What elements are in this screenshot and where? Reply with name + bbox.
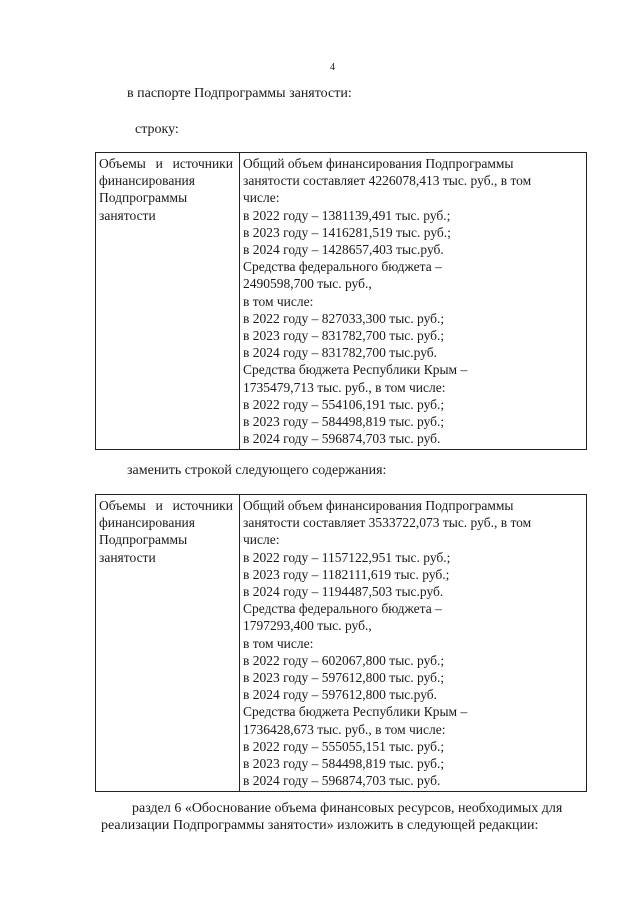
content-line: в 2022 году – 827033,300 тыс. руб.; [243, 310, 445, 326]
content-line: Средства федерального бюджета – [243, 601, 442, 617]
content-line: в 2022 году – 555055,151 тыс. руб.; [243, 738, 445, 754]
page-number: 4 [330, 62, 335, 73]
content-line: в 2024 году – 596874,703 тыс. руб. [243, 431, 441, 447]
row-paragraph: строку: [135, 122, 179, 137]
content-line: в 2022 году – 1157122,951 тыс. руб.; [243, 549, 451, 565]
new-passport-table [95, 494, 587, 792]
label-word: Объемы [99, 498, 146, 513]
table-row [96, 495, 587, 792]
content-line: в 2022 году – 554106,191 тыс. руб.; [243, 396, 445, 412]
label-line [99, 497, 233, 514]
content-line: занятости составляет 3533722,073 тыс. руб., в том [243, 515, 532, 531]
label-line: занятости [99, 549, 156, 565]
content-line: в 2024 году – 1428657,403 тыс.руб. [243, 242, 444, 258]
content-line: в 2024 году – 1194487,503 тыс.руб. [243, 584, 444, 600]
content-line: Общий объем финансирования Подпрограммы [243, 156, 514, 171]
label-line [99, 155, 233, 172]
content-line: Средства бюджета Республики Крым – [243, 362, 468, 378]
label-word: источники [172, 156, 233, 171]
content-line: в том числе: [243, 293, 314, 309]
content-line: в 2024 году – 597612,800 тыс.руб. [243, 687, 438, 703]
content-line: числе: [243, 532, 280, 548]
old-passport-table [95, 152, 587, 450]
content-cell [240, 153, 587, 450]
content-line: в том числе: [243, 635, 314, 651]
content-line: в 2022 году – 1381139,491 тыс. руб.; [243, 207, 451, 223]
content-line: 1797293,400 тыс. руб., [243, 618, 372, 634]
label-word: источники [172, 498, 233, 513]
replace-paragraph: заменить строкой следующего содержания: [127, 463, 387, 478]
content-line: числе: [243, 190, 280, 206]
label-line: финансирования [99, 515, 195, 531]
section-paragraph: раздел 6 «Обоснование объема финансовых ресурсов, необходимых для [132, 801, 563, 816]
content-line: 2490598,700 тыс. руб., [243, 276, 372, 292]
label-cell [96, 495, 240, 792]
label-line: занятости [99, 207, 156, 223]
content-line: в 2023 году – 1182111,619 тыс. руб.; [243, 566, 450, 582]
label-line: Подпрограммы [99, 532, 188, 548]
content-line: 1735479,713 тыс. руб., в том числе: [243, 379, 446, 395]
content-line: в 2024 году – 831782,700 тыс.руб. [243, 345, 438, 361]
content-line: Средства бюджета Республики Крым – [243, 704, 468, 720]
content-line: занятости составляет 4226078,413 тыс. руб., в том [243, 173, 532, 189]
content-line: в 2023 году – 584498,819 тыс. руб.; [243, 756, 445, 772]
content-line: Средства федерального бюджета – [243, 259, 442, 275]
label-word: и [155, 498, 163, 513]
content-line: Общий объем финансирования Подпрограммы [243, 498, 514, 513]
content-line: в 2024 году – 596874,703 тыс. руб. [243, 773, 441, 789]
label-word: Объемы [99, 156, 146, 171]
section-paragraph-continuation: реализации Подпрограммы занятости» изложить в следующей редакции: [101, 818, 539, 833]
content-line: в 2023 году – 831782,700 тыс. руб.; [243, 328, 445, 344]
content-line: в 2023 году – 597612,800 тыс. руб.; [243, 670, 445, 686]
label-line: Подпрограммы [99, 190, 188, 206]
content-line: в 2023 году – 1416281,519 тыс. руб.; [243, 224, 451, 240]
label-cell [96, 153, 240, 450]
content-line: 1736428,673 тыс. руб., в том числе: [243, 721, 446, 737]
content-cell [240, 495, 587, 792]
label-line: финансирования [99, 173, 195, 189]
intro-paragraph: в паспорте Подпрограммы занятости: [127, 86, 352, 101]
content-line: в 2022 году – 602067,800 тыс. руб.; [243, 652, 445, 668]
content-line: в 2023 году – 584498,819 тыс. руб.; [243, 414, 445, 430]
table-row [96, 153, 587, 450]
label-word: и [155, 156, 163, 171]
